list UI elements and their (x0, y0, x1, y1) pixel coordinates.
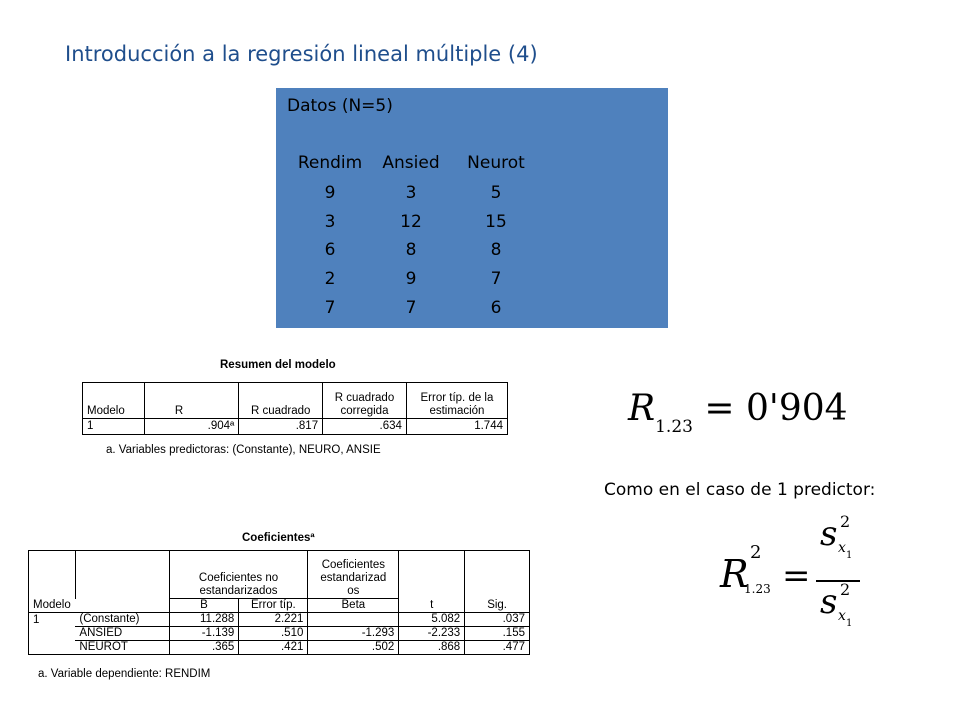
model-summary-table (82, 382, 508, 435)
table-row: 1 (Constante) 11.288 2.221 5.082 .037 (29, 613, 530, 627)
model-summary-title: Resumen del modelo (220, 359, 336, 371)
data-cell: 15 (485, 212, 507, 232)
data-cell: 6 (490, 298, 502, 318)
header-error-tip: Error típ. (239, 599, 308, 613)
cell-error-tipico: 1.744 (406, 419, 507, 435)
data-cell: 9 (405, 269, 417, 289)
data-cell: 2 (324, 269, 336, 289)
formula-r-multiple: $R_{1.23} = 0'904$ (628, 388, 848, 437)
data-cell: 3 (324, 212, 336, 232)
header-r-cuadrado-corregida: R cuadrado corregida (323, 383, 407, 419)
coefficients-table (28, 550, 530, 655)
coefficients-title: Coeficientesª (242, 532, 315, 544)
data-cell: 8 (405, 240, 417, 260)
col-header-rendim: Rendim (297, 153, 363, 173)
header-unstd: Coeficientes no estandarizados (169, 551, 308, 599)
data-cell: 3 (405, 183, 417, 203)
header-r: R (144, 383, 238, 419)
header-r-cuadrado: R cuadrado (239, 383, 323, 419)
cell-modelo: 1 (83, 419, 145, 435)
data-cell: 7 (405, 298, 417, 318)
table-row: NEUROT .365 .421 .502 .868 .477 (29, 641, 530, 655)
data-cell: 5 (490, 183, 502, 203)
header-modelo: Modelo (29, 599, 76, 613)
cell-r-cuadrado: .817 (239, 419, 323, 435)
header-error-tipico: Error típ. de la estimación (406, 383, 507, 419)
data-box (276, 88, 668, 328)
header-modelo: Modelo (83, 383, 145, 419)
coefficients-footnote: a. Variable dependiente: RENDIM (38, 668, 211, 680)
header-beta: Beta (308, 599, 399, 613)
note-text: Como en el caso de 1 predictor: (604, 480, 876, 500)
data-caption: Datos (N=5) (287, 96, 393, 116)
col-header-neurot: Neurot (467, 153, 525, 173)
cell-r-cuadrado-corregida: .634 (323, 419, 407, 435)
header-sig: Sig. (465, 599, 530, 613)
col-header-ansied: Ansied (382, 153, 440, 173)
header-t: t (399, 599, 465, 613)
table-row: ANSIED -1.139 .510 -1.293 -2.233 .155 (29, 627, 530, 641)
cell-r: .904ª (144, 419, 238, 435)
header-std: Coeficientes estandarizad os (308, 551, 399, 599)
model-summary-footnote: a. Variables predictoras: (Constante), NEURO, ANSIE (106, 444, 381, 456)
data-cell: 7 (324, 298, 336, 318)
data-cell: 7 (490, 269, 502, 289)
data-cell: 6 (324, 240, 336, 260)
data-cell: 9 (324, 183, 336, 203)
header-b: B (169, 599, 239, 613)
data-cell: 12 (400, 212, 422, 232)
data-cell: 8 (490, 240, 502, 260)
slide-title: Introducción a la regresión lineal múltiple (4) (65, 42, 538, 66)
formula-r-squared: R 2 1.23 = s 2 x 1 s 2 x 1 (720, 510, 860, 630)
